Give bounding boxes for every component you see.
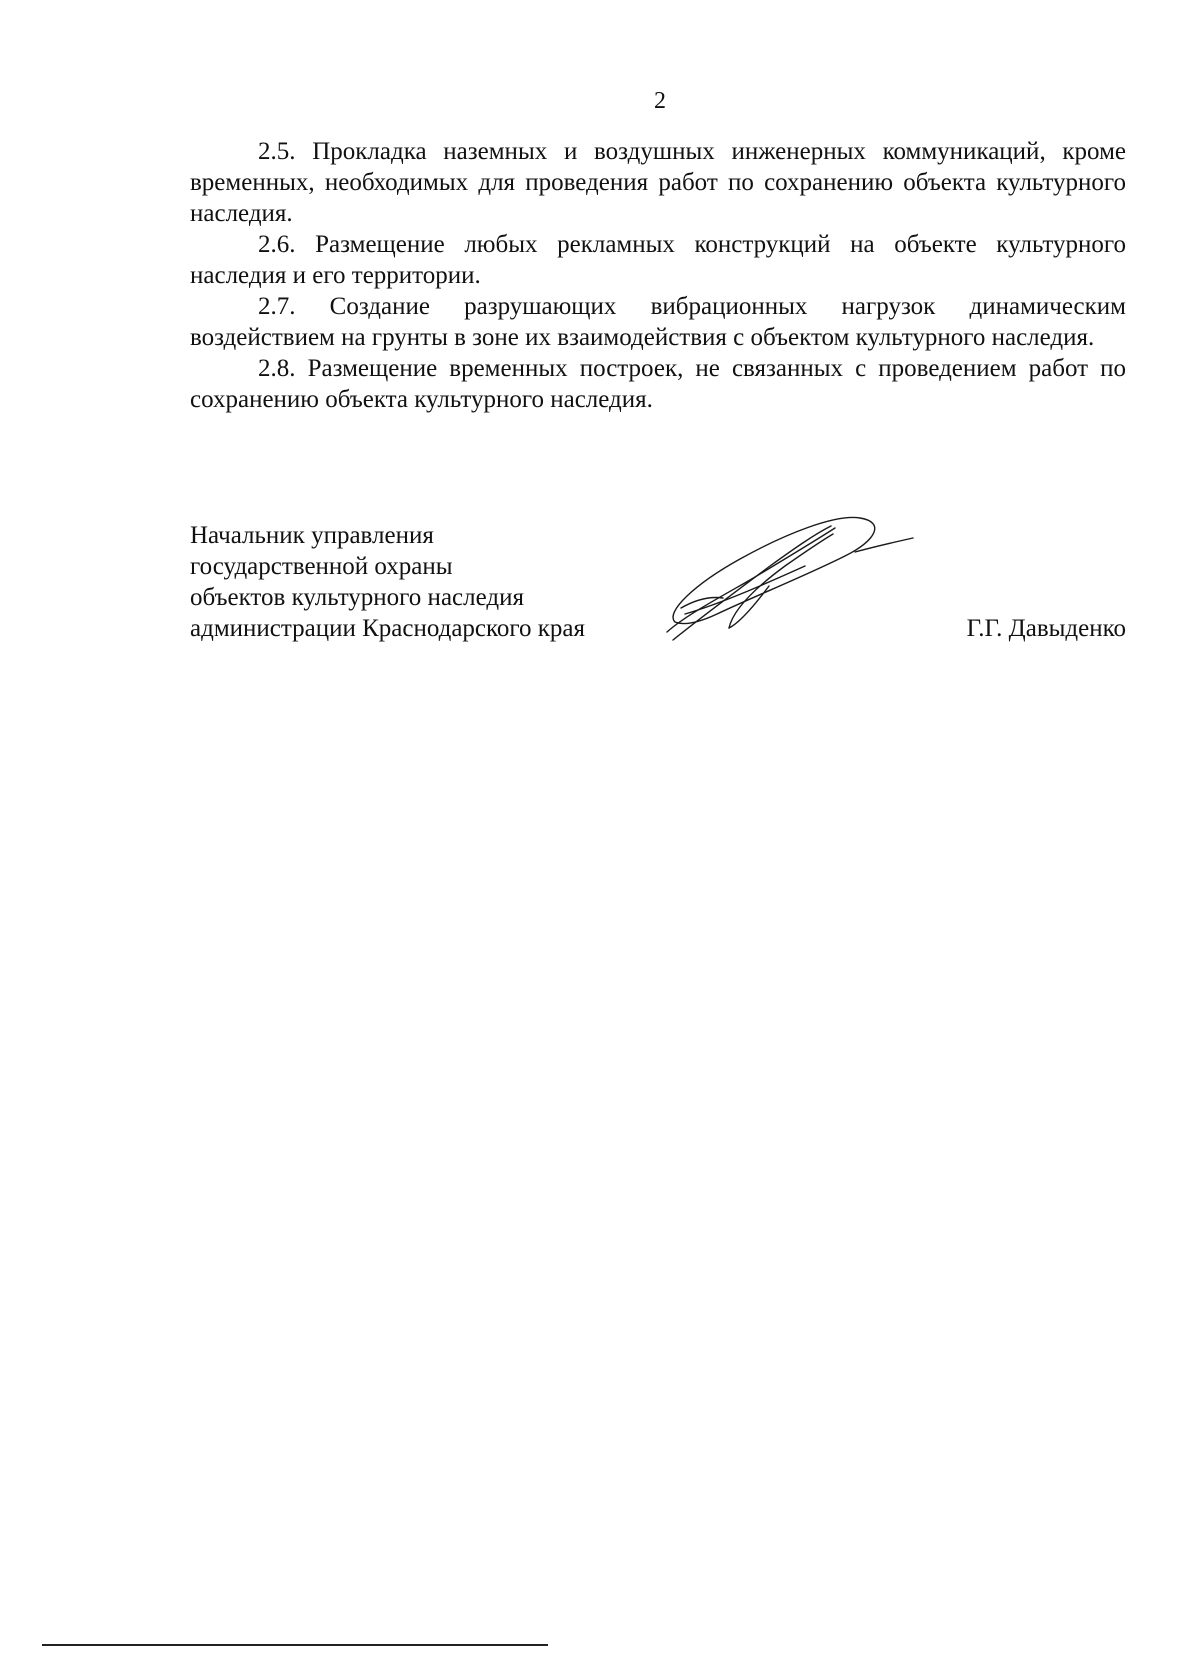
signer-position-line: государственной охраны	[190, 553, 453, 580]
signer-name: Г.Г. Давыденко	[966, 615, 1126, 642]
signature-block	[190, 520, 1126, 670]
clause-2-6: 2.6. Размещение любых рекламных конструкций на объекте культурного наследия и его территории.	[190, 231, 1126, 289]
clause-2-8: 2.8. Размещение временных построек, не связанных с проведением работ по сохранению объекта культурного наследия.	[190, 355, 1126, 413]
document-body	[190, 136, 1126, 415]
signer-position-line: Начальник управления	[190, 522, 434, 549]
handwritten-signature	[645, 504, 915, 644]
signer-position-line: администрации Краснодарского края	[190, 615, 586, 642]
footnote-divider	[42, 1644, 548, 1646]
signer-position	[190, 520, 585, 644]
signer-position-line: объектов культурного наследия	[190, 584, 524, 611]
clause-2-5: 2.5. Прокладка наземных и воздушных инженерных коммуникаций, кроме временных, необходимых для проведения работ по сохранению объекта культурного наследия.	[190, 138, 1126, 227]
clause-2-7: 2.7. Создание разрушающих вибрационных нагрузок динамическим воздействием на грунты в зоне их взаимодействия с объектом культурного наследия.	[190, 293, 1126, 351]
page-number: 2	[654, 88, 666, 114]
